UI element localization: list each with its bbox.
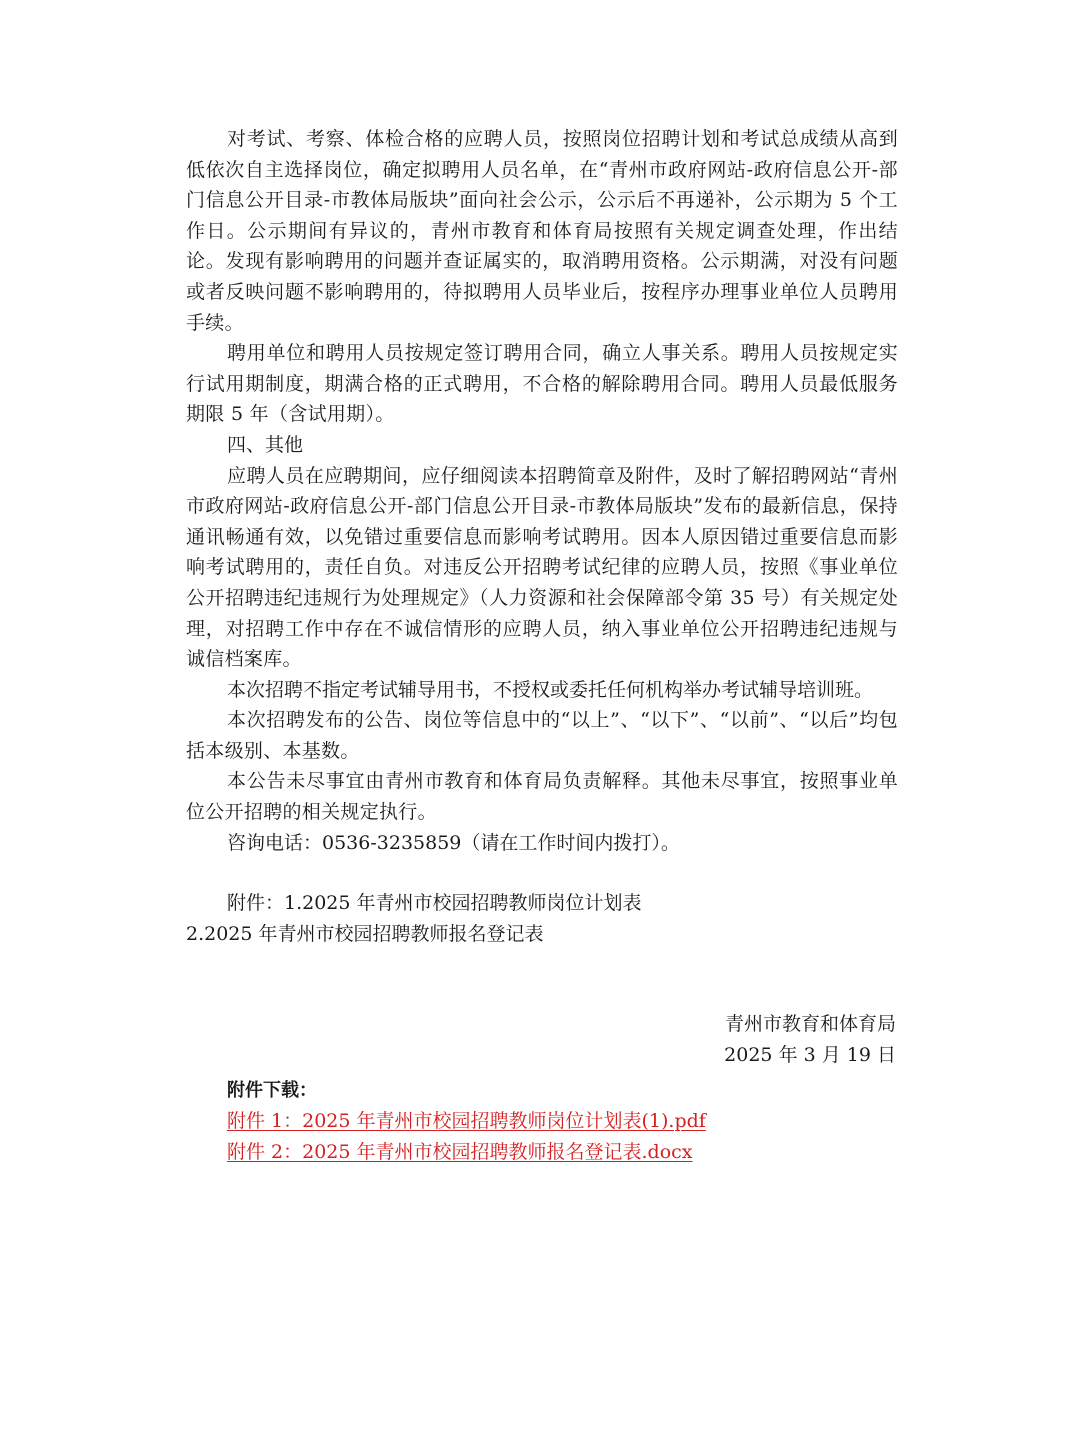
paragraph-contract: 聘用单位和聘用人员按规定签订聘用合同，确立人事关系。聘用人员按规定实行试用期制度，期满合格的正式聘用，不合格的解除聘用合同。聘用人员最低服务期限 5 年（含试用期）。	[186, 342, 898, 426]
paragraph-terms: 本次招聘发布的公告、岗位等信息中的“以上”、“以下”、“以前”、“以后”均包括本级别、本基数。	[186, 709, 898, 762]
downloads-title: 附件下载：	[227, 1080, 317, 1101]
download-link-registration-docx[interactable]: 附件 2：2025 年青州市校园招聘教师报名登记表.docx	[227, 1141, 693, 1163]
phone-line: 咨询电话：0536-3235859（请在工作时间内拨打）。	[227, 831, 680, 854]
section-heading-other: 四、其他	[227, 433, 304, 456]
document-page	[186, 124, 898, 1071]
signer: 青州市教育和体育局	[724, 1013, 896, 1036]
paragraph-notice: 应聘人员在应聘期间，应仔细阅读本招聘简章及附件，及时了解招聘网站“青州市政府网站-政府信息公开-部门信息公开目录-市教体局版块”发布的最新信息，保持通讯畅通有效，以免错过重要信息而影响考试聘用。因本人原因错过重要信息而影响考试聘用的，责任自负。对违反公开招聘考试纪律的应聘人员，按照《事业单位公开招聘违纪违规行为处理规定》（人力资源和社会保障部令第 35 号）有关规定处理，对招聘工作中存在不诚信情形的应聘人员，纳入事业单位公开招聘违纪违规与诚信档案库。	[186, 464, 898, 671]
paragraph-no-books: 本次招聘不指定考试辅导用书，不授权或委托任何机构举办考试辅导培训班。	[227, 678, 874, 701]
paragraph-publicity: 对考试、考察、体检合格的应聘人员，按照岗位招聘计划和考试总成绩从高到低依次自主选择岗位，确定拟聘用人员名单，在“青州市政府网站-政府信息公开-部门信息公开目录-市教体局版块”面向社会公示，公示后不再递补，公示期为 5 个工作日。公示期间有异议的，青州市教育和体育局按照有关规定调查处理，作出结论。发现有影响聘用的问题并查证属实的，取消聘用资格。公示期满，对没有问题或者反映问题不影响聘用的，待拟聘用人员毕业后，按程序办理事业单位人员聘用手续。	[186, 128, 898, 334]
downloads-section	[186, 1075, 898, 1168]
download-link-plan-pdf[interactable]: 附件 1：2025 年青州市校园招聘教师岗位计划表(1).pdf	[227, 1110, 706, 1132]
attachment-line-1: 附件：1.2025 年青州市校园招聘教师岗位计划表	[227, 892, 642, 915]
date: 2025 年 3 月 19 日	[724, 1044, 896, 1067]
paragraph-interpretation: 本公告未尽事宜由青州市教育和体育局负责解释。其他未尽事宜，按照事业单位公开招聘的相关规定执行。	[186, 770, 898, 824]
attachment-line-2: 2.2025 年青州市校园招聘教师报名登记表	[186, 922, 544, 945]
